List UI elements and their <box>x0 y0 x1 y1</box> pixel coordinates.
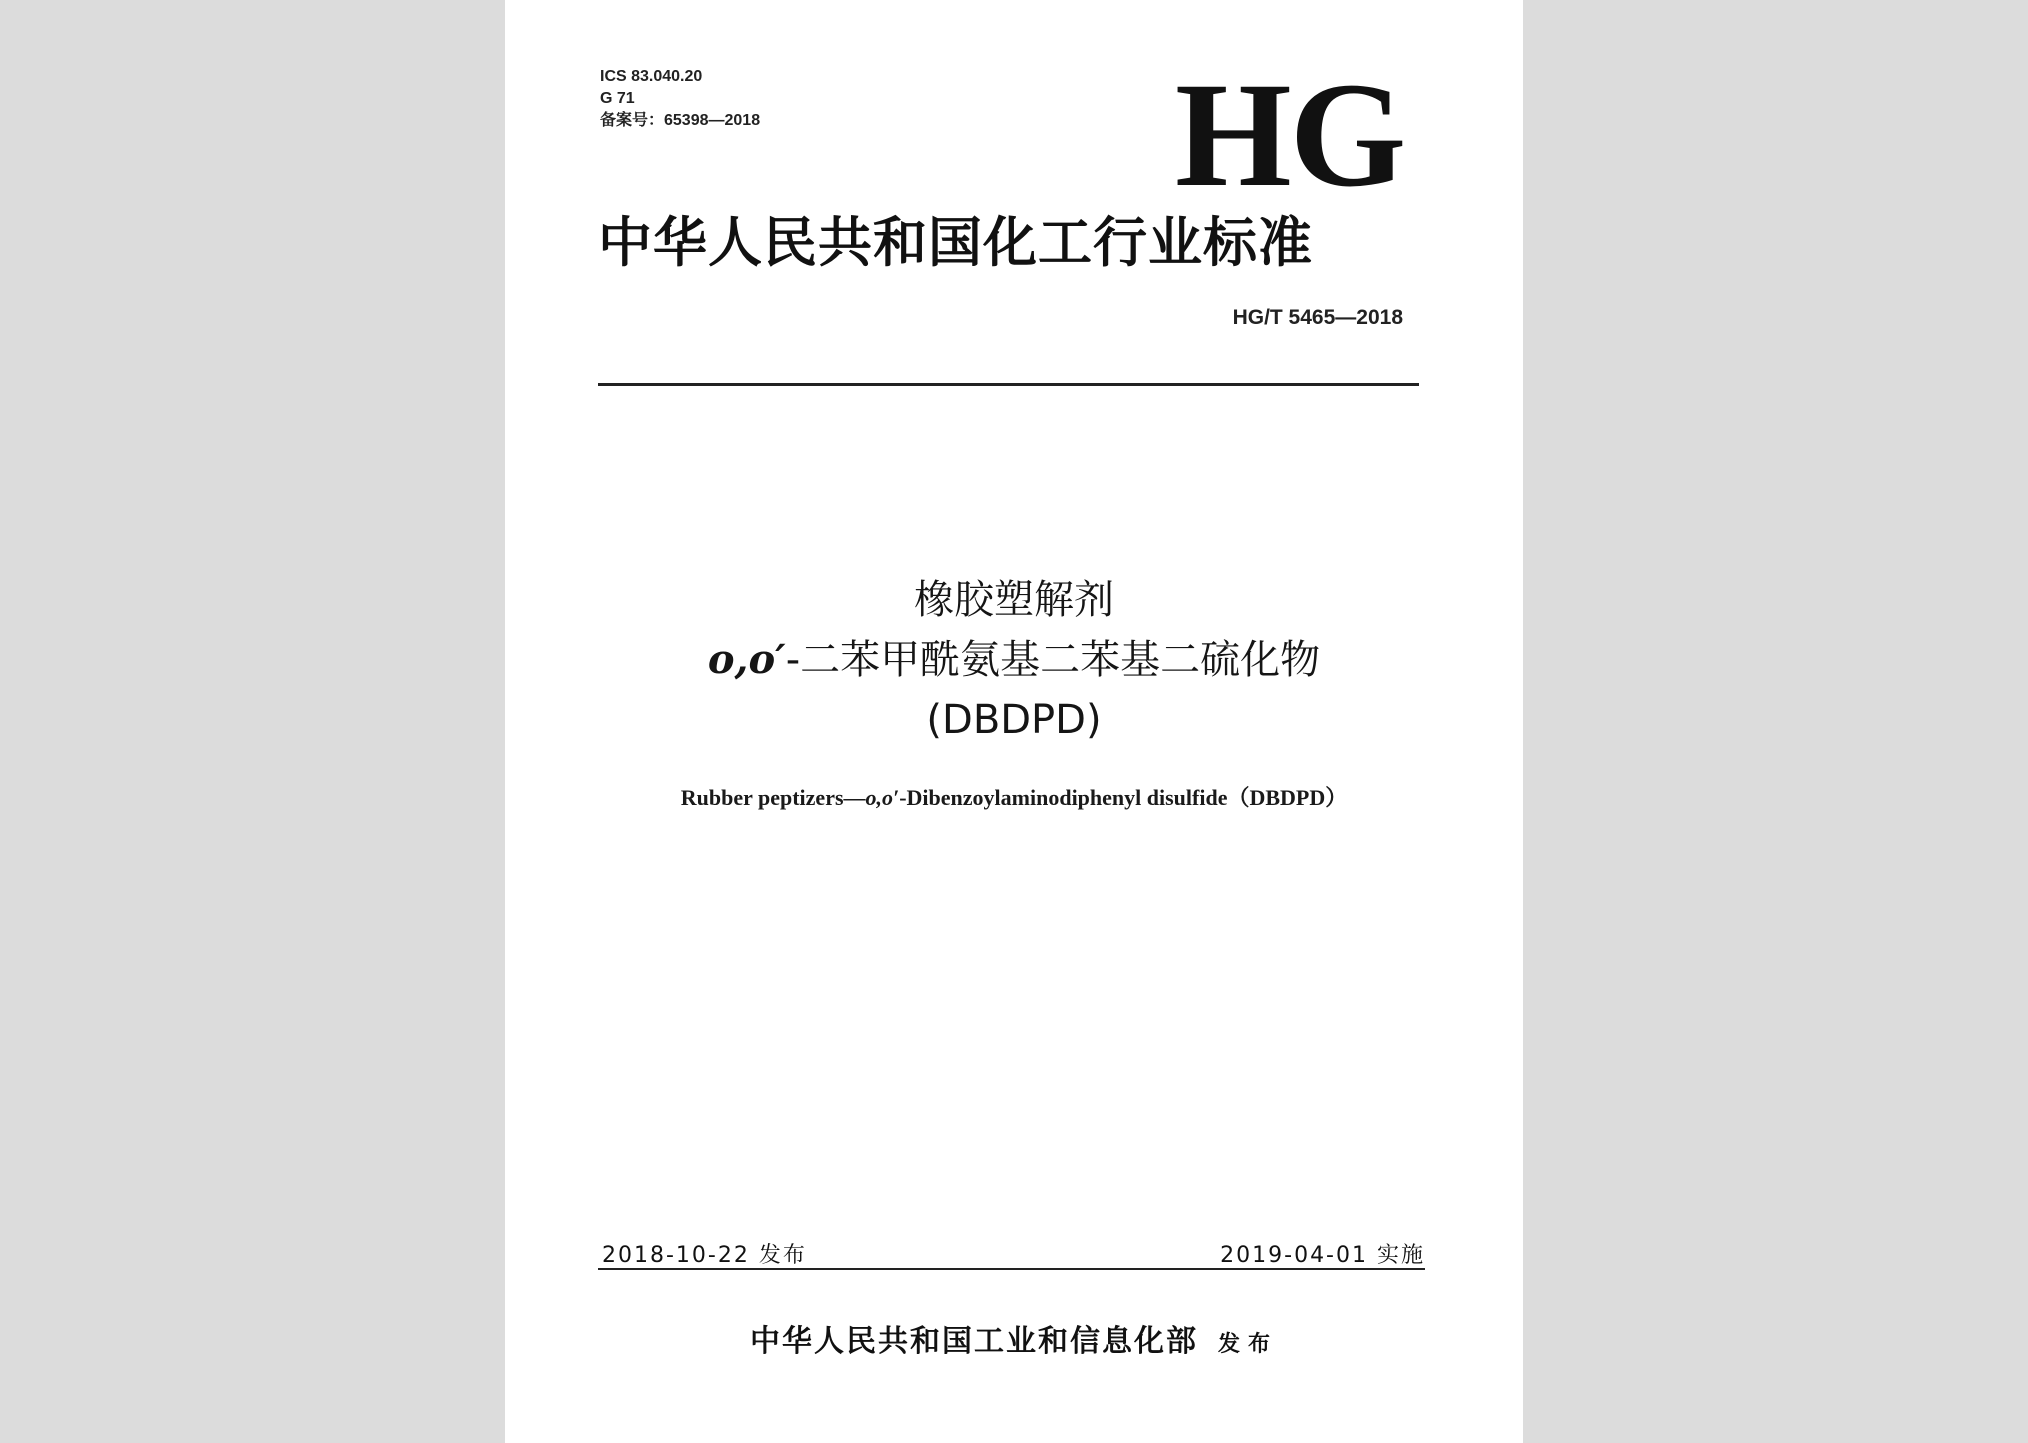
chinese-title-line-3: (DBDPD) <box>926 697 1102 743</box>
chemical-prefix: o,o′ <box>707 636 786 683</box>
english-title <box>505 781 1523 812</box>
publisher-org: 中华人民共和国工业和信息化部 <box>749 1324 1198 1359</box>
record-number: 备案号：65398—2018 <box>600 112 761 129</box>
english-title-part-1: Rubber peptizers— <box>680 785 866 810</box>
category-code: G 71 <box>600 90 635 107</box>
bottom-divider <box>598 1268 1425 1270</box>
english-title-part-2: -Dibenzoylaminodiphenyl disulfide（DBDPD） <box>899 785 1348 810</box>
classification-block <box>600 66 760 132</box>
english-title-italic: o,o′ <box>865 785 900 810</box>
chinese-title <box>505 570 1523 750</box>
effective-date: 2019-04-01 实施 <box>1220 1243 1425 1268</box>
chemical-name: -二苯甲酰氨基二苯基二硫化物 <box>785 637 1321 683</box>
ics-code: ICS 83.040.20 <box>600 68 703 85</box>
chinese-title-line-2 <box>505 630 1523 690</box>
document-page <box>505 0 1523 1443</box>
publisher-line <box>505 1316 1523 1360</box>
top-divider <box>598 383 1419 386</box>
publisher-action: 发布 <box>1217 1332 1278 1357</box>
standard-title: 中华人民共和国化工行业标准 <box>598 210 1313 274</box>
hg-logo: HG <box>1175 52 1405 218</box>
standard-number: HG/T 5465—2018 <box>1232 306 1403 329</box>
issue-date: 2018-10-22 发布 <box>602 1243 807 1268</box>
chinese-title-line-1: 橡胶塑解剂 <box>914 577 1114 623</box>
